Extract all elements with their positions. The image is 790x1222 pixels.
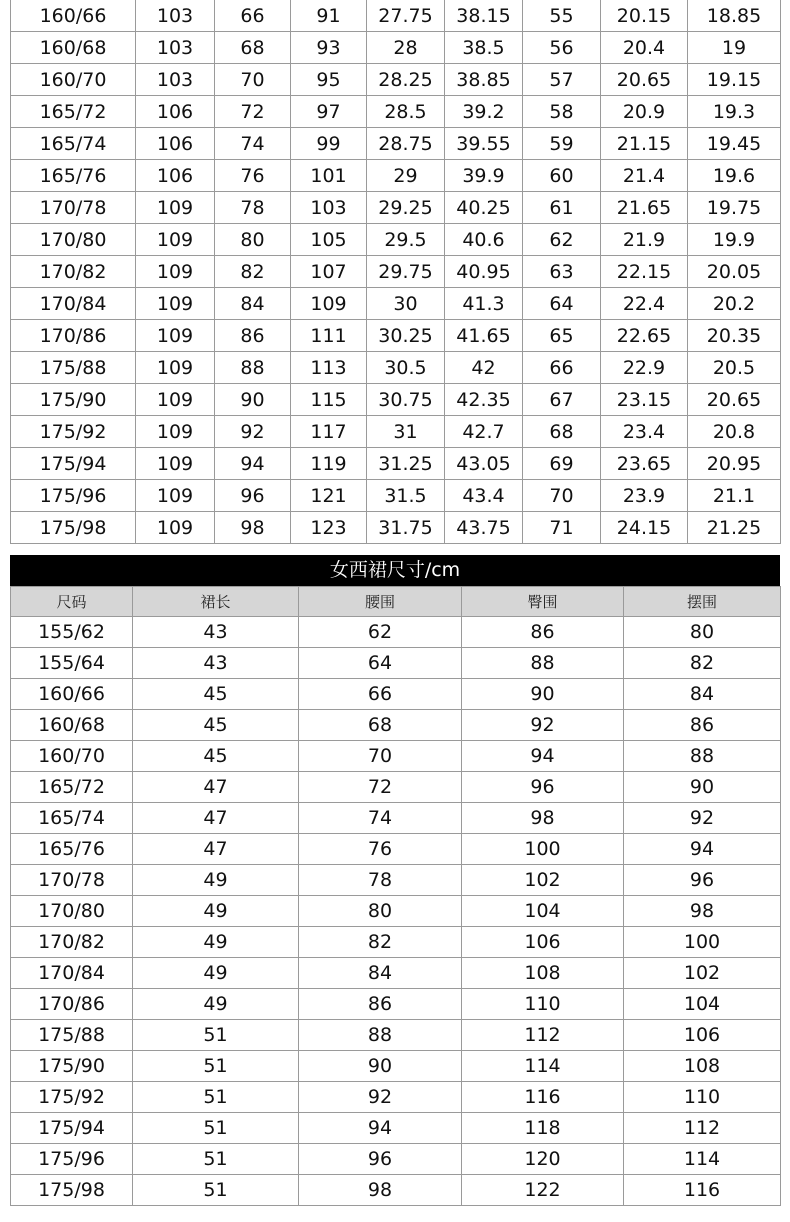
measurement-cell: 100: [462, 834, 624, 865]
measurement-cell: 47: [133, 803, 299, 834]
measurement-cell: 23.4: [601, 416, 688, 448]
measurement-cell: 30.25: [367, 320, 445, 352]
measurement-cell: 70: [299, 741, 462, 772]
measurement-cell: 114: [624, 1144, 781, 1175]
size-cell: 155/62: [11, 617, 133, 648]
measurement-cell: 116: [624, 1175, 781, 1206]
measurement-cell: 24.15: [601, 512, 688, 544]
measurement-cell: 39.9: [445, 160, 523, 192]
measurement-cell: 49: [133, 989, 299, 1020]
measurement-cell: 114: [462, 1051, 624, 1082]
measurement-cell: 90: [624, 772, 781, 803]
table-row: [11, 1020, 781, 1051]
measurement-cell: 20.2: [688, 288, 781, 320]
measurement-cell: 47: [133, 834, 299, 865]
measurement-cell: 86: [462, 617, 624, 648]
measurement-cell: 21.1: [688, 480, 781, 512]
measurement-cell: 108: [624, 1051, 781, 1082]
measurement-cell: 45: [133, 741, 299, 772]
measurement-cell: 109: [136, 384, 215, 416]
measurement-cell: 103: [136, 0, 215, 32]
measurement-cell: 45: [133, 679, 299, 710]
measurement-cell: 109: [136, 288, 215, 320]
measurement-cell: 117: [291, 416, 367, 448]
measurement-cell: 49: [133, 865, 299, 896]
measurement-cell: 98: [462, 803, 624, 834]
size-cell: 170/80: [11, 224, 136, 256]
measurement-cell: 84: [299, 958, 462, 989]
size-cell: 175/94: [11, 1113, 133, 1144]
measurement-cell: 80: [299, 896, 462, 927]
measurement-cell: 84: [624, 679, 781, 710]
measurement-cell: 90: [462, 679, 624, 710]
table-row: [11, 834, 781, 865]
measurement-cell: 51: [133, 1175, 299, 1206]
table-row: [11, 160, 781, 192]
measurement-cell: 103: [136, 64, 215, 96]
column-header: 臀围: [462, 587, 624, 617]
table-row: [11, 1051, 781, 1082]
measurement-cell: 92: [462, 710, 624, 741]
table-row: [11, 448, 781, 480]
measurement-cell: 38.5: [445, 32, 523, 64]
measurement-cell: 29.25: [367, 192, 445, 224]
measurement-cell: 29: [367, 160, 445, 192]
table-row: [11, 192, 781, 224]
measurement-cell: 29.5: [367, 224, 445, 256]
measurement-cell: 119: [291, 448, 367, 480]
measurement-cell: 43.75: [445, 512, 523, 544]
size-cell: 175/94: [11, 448, 136, 480]
measurement-cell: 64: [299, 648, 462, 679]
measurement-cell: 88: [299, 1020, 462, 1051]
measurement-cell: 97: [291, 96, 367, 128]
measurement-cell: 56: [523, 32, 601, 64]
measurement-cell: 23.9: [601, 480, 688, 512]
measurement-cell: 22.4: [601, 288, 688, 320]
measurement-cell: 105: [291, 224, 367, 256]
measurement-cell: 61: [523, 192, 601, 224]
measurement-cell: 51: [133, 1020, 299, 1051]
measurement-cell: 72: [299, 772, 462, 803]
measurement-cell: 106: [462, 927, 624, 958]
measurement-cell: 31: [367, 416, 445, 448]
measurement-cell: 106: [624, 1020, 781, 1051]
measurement-cell: 115: [291, 384, 367, 416]
size-cell: 165/72: [11, 96, 136, 128]
measurement-cell: 96: [624, 865, 781, 896]
table-row: [11, 989, 781, 1020]
measurement-cell: 88: [215, 352, 291, 384]
measurement-cell: 109: [291, 288, 367, 320]
table-row: [11, 648, 781, 679]
column-header: 腰围: [299, 587, 462, 617]
measurement-cell: 116: [462, 1082, 624, 1113]
measurement-cell: 19.3: [688, 96, 781, 128]
measurement-cell: 113: [291, 352, 367, 384]
measurement-cell: 19.45: [688, 128, 781, 160]
table-row: [11, 958, 781, 989]
table-row: [11, 64, 781, 96]
measurement-cell: 90: [215, 384, 291, 416]
measurement-cell: 19.75: [688, 192, 781, 224]
table-row: [11, 772, 781, 803]
measurement-cell: 43.05: [445, 448, 523, 480]
measurement-cell: 86: [299, 989, 462, 1020]
measurement-cell: 110: [462, 989, 624, 1020]
measurement-cell: 110: [624, 1082, 781, 1113]
table-row: [11, 896, 781, 927]
table-row: [11, 710, 781, 741]
measurement-cell: 20.35: [688, 320, 781, 352]
measurement-cell: 51: [133, 1051, 299, 1082]
measurement-cell: 51: [133, 1113, 299, 1144]
measurement-cell: 94: [624, 834, 781, 865]
skirt-table-header-row: [11, 587, 781, 617]
measurement-cell: 109: [136, 352, 215, 384]
measurement-cell: 109: [136, 320, 215, 352]
measurement-cell: 23.65: [601, 448, 688, 480]
measurement-cell: 68: [523, 416, 601, 448]
measurement-cell: 20.05: [688, 256, 781, 288]
measurement-cell: 57: [523, 64, 601, 96]
measurement-cell: 88: [624, 741, 781, 772]
measurement-cell: 49: [133, 896, 299, 927]
measurement-cell: 74: [215, 128, 291, 160]
measurement-cell: 92: [299, 1082, 462, 1113]
measurement-cell: 96: [299, 1144, 462, 1175]
measurement-cell: 66: [215, 0, 291, 32]
measurement-cell: 67: [523, 384, 601, 416]
measurement-cell: 20.65: [688, 384, 781, 416]
table-row: [11, 741, 781, 772]
column-header: 摆围: [624, 587, 781, 617]
table-row: [11, 256, 781, 288]
measurement-cell: 82: [299, 927, 462, 958]
size-cell: 160/70: [11, 741, 133, 772]
size-cell: 165/72: [11, 772, 133, 803]
measurement-cell: 21.25: [688, 512, 781, 544]
measurement-cell: 94: [215, 448, 291, 480]
measurement-cell: 98: [624, 896, 781, 927]
measurement-cell: 19.6: [688, 160, 781, 192]
table-row: [11, 416, 781, 448]
measurement-cell: 38.85: [445, 64, 523, 96]
measurement-cell: 30.5: [367, 352, 445, 384]
measurement-cell: 39.2: [445, 96, 523, 128]
table-row: [11, 32, 781, 64]
measurement-cell: 109: [136, 512, 215, 544]
size-cell: 170/86: [11, 320, 136, 352]
measurement-cell: 31.25: [367, 448, 445, 480]
size-cell: 170/86: [11, 989, 133, 1020]
measurement-cell: 108: [462, 958, 624, 989]
table-row: [11, 128, 781, 160]
measurement-cell: 41.3: [445, 288, 523, 320]
measurement-cell: 51: [133, 1144, 299, 1175]
skirt-table-title: 女西裙尺寸/cm: [10, 555, 780, 586]
measurement-cell: 88: [462, 648, 624, 679]
measurement-cell: 91: [291, 0, 367, 32]
measurement-cell: 63: [523, 256, 601, 288]
measurement-cell: 19: [688, 32, 781, 64]
measurement-cell: 42.35: [445, 384, 523, 416]
measurement-cell: 109: [136, 448, 215, 480]
measurement-cell: 42: [445, 352, 523, 384]
table-row: [11, 224, 781, 256]
table-row: [11, 1144, 781, 1175]
measurement-cell: 40.6: [445, 224, 523, 256]
measurement-cell: 70: [523, 480, 601, 512]
measurement-cell: 45: [133, 710, 299, 741]
pants-size-table: [10, 0, 781, 544]
size-cell: 175/92: [11, 416, 136, 448]
measurement-cell: 59: [523, 128, 601, 160]
measurement-cell: 21.4: [601, 160, 688, 192]
measurement-cell: 109: [136, 224, 215, 256]
measurement-cell: 62: [299, 617, 462, 648]
measurement-cell: 40.95: [445, 256, 523, 288]
measurement-cell: 22.9: [601, 352, 688, 384]
table-row: [11, 803, 781, 834]
table-row: [11, 865, 781, 896]
measurement-cell: 76: [299, 834, 462, 865]
measurement-cell: 39.55: [445, 128, 523, 160]
size-cell: 175/92: [11, 1082, 133, 1113]
measurement-cell: 41.65: [445, 320, 523, 352]
measurement-cell: 98: [299, 1175, 462, 1206]
measurement-cell: 106: [136, 128, 215, 160]
measurement-cell: 22.65: [601, 320, 688, 352]
measurement-cell: 92: [624, 803, 781, 834]
measurement-cell: 112: [462, 1020, 624, 1051]
measurement-cell: 31.5: [367, 480, 445, 512]
measurement-cell: 28: [367, 32, 445, 64]
table-row: [11, 0, 781, 32]
measurement-cell: 96: [462, 772, 624, 803]
measurement-cell: 74: [299, 803, 462, 834]
table-row: [11, 617, 781, 648]
size-cell: 160/68: [11, 32, 136, 64]
measurement-cell: 80: [215, 224, 291, 256]
measurement-cell: 49: [133, 958, 299, 989]
measurement-cell: 69: [523, 448, 601, 480]
measurement-cell: 43.4: [445, 480, 523, 512]
measurement-cell: 66: [523, 352, 601, 384]
measurement-cell: 72: [215, 96, 291, 128]
measurement-cell: 49: [133, 927, 299, 958]
measurement-cell: 104: [624, 989, 781, 1020]
table-row: [11, 1082, 781, 1113]
skirt-size-table: [10, 586, 781, 1206]
size-cell: 175/88: [11, 1020, 133, 1051]
measurement-cell: 102: [624, 958, 781, 989]
measurement-cell: 86: [215, 320, 291, 352]
measurement-cell: 94: [462, 741, 624, 772]
table-row: [11, 352, 781, 384]
measurement-cell: 102: [462, 865, 624, 896]
size-cell: 175/90: [11, 384, 136, 416]
size-cell: 170/82: [11, 927, 133, 958]
measurement-cell: 70: [215, 64, 291, 96]
size-cell: 170/84: [11, 288, 136, 320]
column-header: 裙长: [133, 587, 299, 617]
measurement-cell: 106: [136, 160, 215, 192]
size-cell: 175/88: [11, 352, 136, 384]
measurement-cell: 51: [133, 1082, 299, 1113]
measurement-cell: 21.15: [601, 128, 688, 160]
measurement-cell: 20.4: [601, 32, 688, 64]
size-cell: 175/98: [11, 1175, 133, 1206]
table-row: [11, 288, 781, 320]
measurement-cell: 92: [215, 416, 291, 448]
measurement-cell: 101: [291, 160, 367, 192]
measurement-cell: 94: [299, 1113, 462, 1144]
table-row: [11, 927, 781, 958]
measurement-cell: 90: [299, 1051, 462, 1082]
measurement-cell: 76: [215, 160, 291, 192]
measurement-cell: 107: [291, 256, 367, 288]
size-cell: 155/64: [11, 648, 133, 679]
measurement-cell: 122: [462, 1175, 624, 1206]
measurement-cell: 71: [523, 512, 601, 544]
measurement-cell: 28.25: [367, 64, 445, 96]
measurement-cell: 109: [136, 192, 215, 224]
measurement-cell: 68: [215, 32, 291, 64]
measurement-cell: 20.9: [601, 96, 688, 128]
measurement-cell: 19.15: [688, 64, 781, 96]
size-cell: 165/76: [11, 160, 136, 192]
measurement-cell: 60: [523, 160, 601, 192]
size-cell: 170/78: [11, 192, 136, 224]
measurement-cell: 111: [291, 320, 367, 352]
table-row: [11, 384, 781, 416]
table-row: [11, 1113, 781, 1144]
pants-table-body: [11, 0, 781, 544]
measurement-cell: 29.75: [367, 256, 445, 288]
measurement-cell: 82: [215, 256, 291, 288]
size-cell: 160/70: [11, 64, 136, 96]
measurement-cell: 47: [133, 772, 299, 803]
measurement-cell: 23.15: [601, 384, 688, 416]
measurement-cell: 40.25: [445, 192, 523, 224]
table-row: [11, 1175, 781, 1206]
size-cell: 175/96: [11, 480, 136, 512]
measurement-cell: 103: [136, 32, 215, 64]
size-cell: 170/80: [11, 896, 133, 927]
size-cell: 165/76: [11, 834, 133, 865]
measurement-cell: 78: [299, 865, 462, 896]
measurement-cell: 43: [133, 617, 299, 648]
table-row: [11, 480, 781, 512]
size-cell: 160/68: [11, 710, 133, 741]
measurement-cell: 66: [299, 679, 462, 710]
measurement-cell: 103: [291, 192, 367, 224]
size-cell: 160/66: [11, 679, 133, 710]
size-cell: 175/98: [11, 512, 136, 544]
measurement-cell: 18.85: [688, 0, 781, 32]
measurement-cell: 58: [523, 96, 601, 128]
measurement-cell: 28.75: [367, 128, 445, 160]
measurement-cell: 95: [291, 64, 367, 96]
size-cell: 165/74: [11, 128, 136, 160]
measurement-cell: 65: [523, 320, 601, 352]
measurement-cell: 109: [136, 256, 215, 288]
measurement-cell: 100: [624, 927, 781, 958]
measurement-cell: 20.95: [688, 448, 781, 480]
size-cell: 160/66: [11, 0, 136, 32]
measurement-cell: 43: [133, 648, 299, 679]
measurement-cell: 21.9: [601, 224, 688, 256]
measurement-cell: 31.75: [367, 512, 445, 544]
table-row: [11, 320, 781, 352]
measurement-cell: 62: [523, 224, 601, 256]
measurement-cell: 68: [299, 710, 462, 741]
measurement-cell: 22.15: [601, 256, 688, 288]
measurement-cell: 118: [462, 1113, 624, 1144]
measurement-cell: 55: [523, 0, 601, 32]
measurement-cell: 20.5: [688, 352, 781, 384]
size-cell: 170/78: [11, 865, 133, 896]
measurement-cell: 109: [136, 416, 215, 448]
measurement-cell: 123: [291, 512, 367, 544]
measurement-cell: 78: [215, 192, 291, 224]
measurement-cell: 38.15: [445, 0, 523, 32]
table-row: [11, 679, 781, 710]
measurement-cell: 106: [136, 96, 215, 128]
size-cell: 175/90: [11, 1051, 133, 1082]
measurement-cell: 121: [291, 480, 367, 512]
measurement-cell: 98: [215, 512, 291, 544]
measurement-cell: 86: [624, 710, 781, 741]
column-header: 尺码: [11, 587, 133, 617]
measurement-cell: 120: [462, 1144, 624, 1175]
measurement-cell: 64: [523, 288, 601, 320]
measurement-cell: 20.8: [688, 416, 781, 448]
measurement-cell: 28.5: [367, 96, 445, 128]
measurement-cell: 27.75: [367, 0, 445, 32]
measurement-cell: 20.15: [601, 0, 688, 32]
size-cell: 170/84: [11, 958, 133, 989]
skirt-table-body: [11, 617, 781, 1206]
measurement-cell: 99: [291, 128, 367, 160]
measurement-cell: 21.65: [601, 192, 688, 224]
measurement-cell: 80: [624, 617, 781, 648]
measurement-cell: 20.65: [601, 64, 688, 96]
measurement-cell: 109: [136, 480, 215, 512]
table-row: [11, 512, 781, 544]
measurement-cell: 82: [624, 648, 781, 679]
size-cell: 170/82: [11, 256, 136, 288]
measurement-cell: 19.9: [688, 224, 781, 256]
measurement-cell: 93: [291, 32, 367, 64]
measurement-cell: 30.75: [367, 384, 445, 416]
size-cell: 175/96: [11, 1144, 133, 1175]
measurement-cell: 42.7: [445, 416, 523, 448]
measurement-cell: 84: [215, 288, 291, 320]
measurement-cell: 104: [462, 896, 624, 927]
measurement-cell: 96: [215, 480, 291, 512]
measurement-cell: 112: [624, 1113, 781, 1144]
measurement-cell: 30: [367, 288, 445, 320]
table-row: [11, 96, 781, 128]
size-cell: 165/74: [11, 803, 133, 834]
